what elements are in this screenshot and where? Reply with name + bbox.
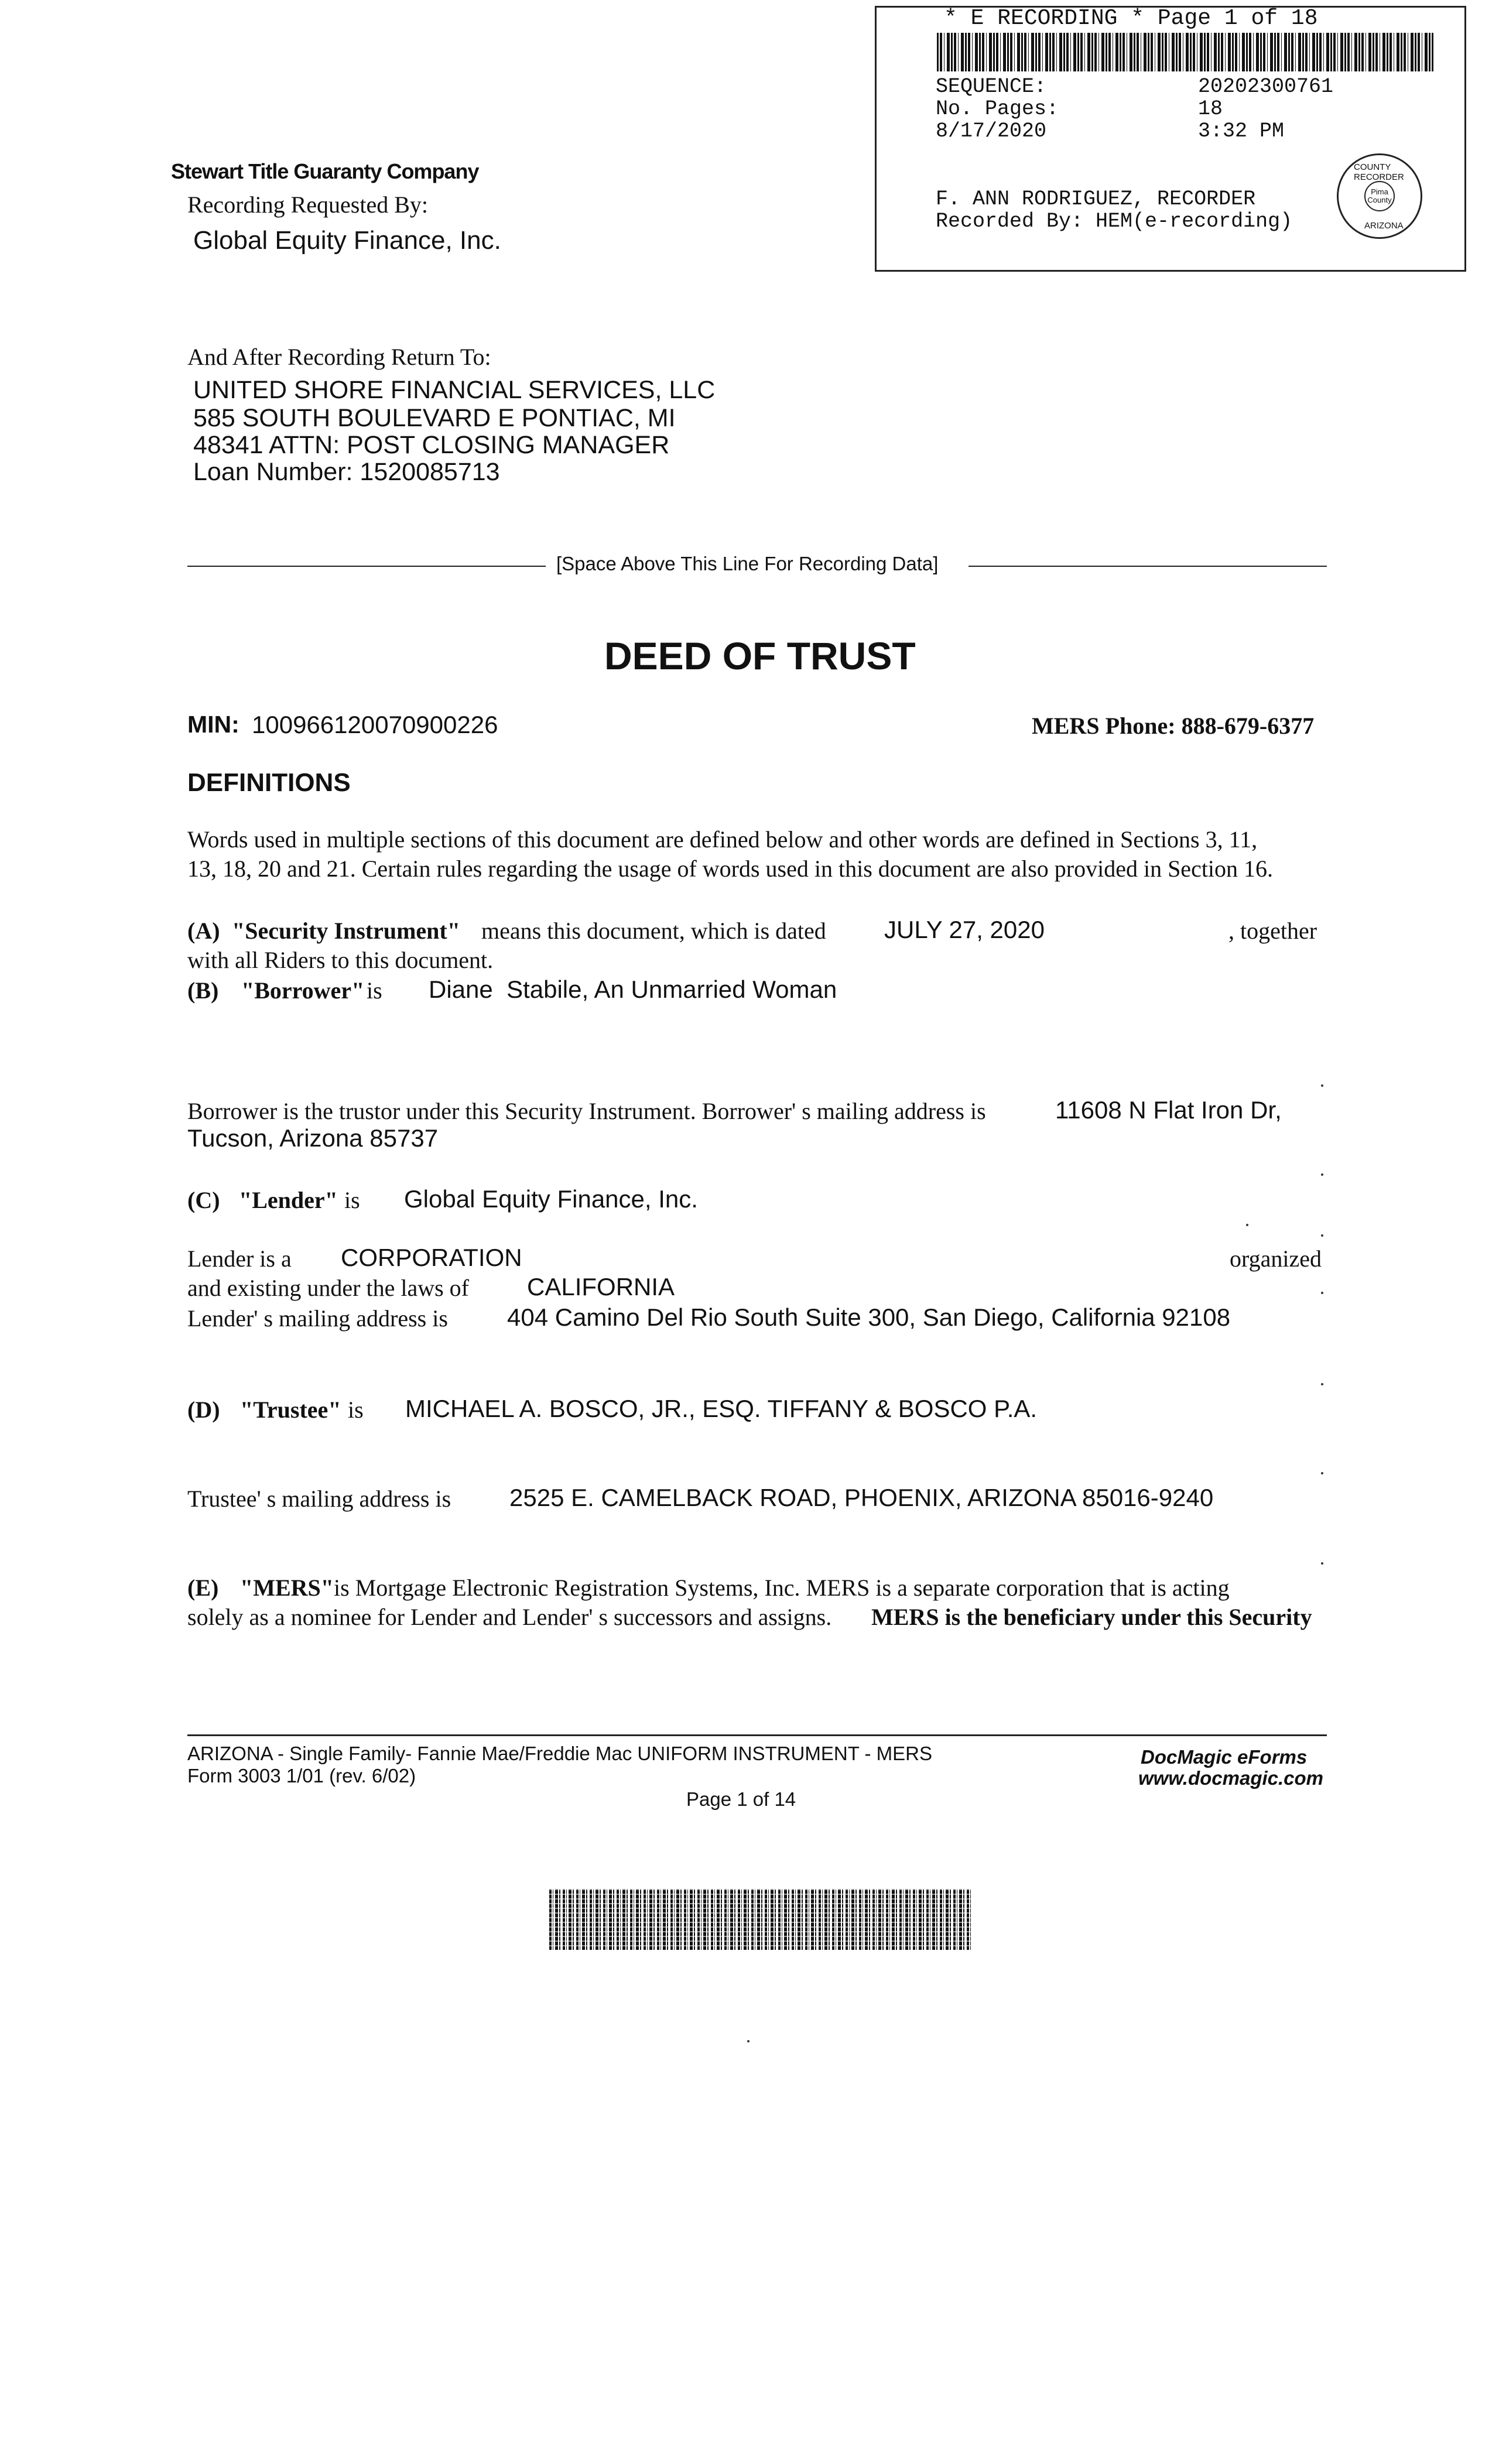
pages-label: No. Pages: <box>936 97 1059 121</box>
intro-line-2: 13, 18, 20 and 21. Certain rules regarding the usage of words used in this document are also provided in Section 16. <box>187 855 1274 882</box>
def-d-is: is <box>348 1397 364 1423</box>
return-to-label: And After Recording Return To: <box>187 344 491 370</box>
dot-mark <box>1321 1292 1323 1294</box>
title-company: Stewart Title Guaranty Company <box>171 159 479 183</box>
page-number: Page 1 of 14 <box>686 1788 796 1810</box>
footer-rule <box>187 1734 1327 1736</box>
dot-mark <box>1321 1383 1323 1385</box>
trustee-name: MICHAEL A. BOSCO, JR., ESQ. TIFFANY & BOSCO P.A. <box>405 1395 1038 1422</box>
def-a-line2: with all Riders to this document. <box>187 947 494 973</box>
lender-type: CORPORATION <box>341 1244 522 1271</box>
dot-mark <box>1321 1084 1323 1087</box>
recording-banner: * E RECORDING * Page 1 of 18 <box>944 6 1318 31</box>
lender-organized: organized <box>1230 1245 1322 1272</box>
requested-by-name: Global Equity Finance, Inc. <box>193 226 501 255</box>
footer-form-number: Form 3003 1/01 (rev. 6/02) <box>187 1765 416 1787</box>
mers-phone: MERS Phone: 888-679-6377 <box>1032 713 1315 739</box>
recording-time: 3:32 PM <box>1198 119 1285 143</box>
def-b-letter: (B) <box>187 977 219 1004</box>
dot-mark <box>1321 1234 1323 1237</box>
intro-line-1: Words used in multiple sections of this document are defined below and other words are defined in Sections 3, 11, <box>187 826 1258 853</box>
return-to-line-3: 48341 ATTN: POST CLOSING MANAGER <box>193 431 670 459</box>
def-a-date: JULY 27, 2020 <box>884 916 1045 943</box>
def-a-letter: (A) <box>187 918 220 944</box>
def-e-text-2b: MERS is the beneficiary under this Security <box>871 1604 1312 1630</box>
borrower-address-2: Tucson, Arizona 85737 <box>187 1124 439 1152</box>
recording-barcode <box>937 33 1433 71</box>
recording-divider-left <box>187 566 546 567</box>
county-seal-icon <box>1337 153 1422 239</box>
sequence-label: SEQUENCE: <box>936 75 1047 98</box>
recording-date: 8/17/2020 <box>936 119 1047 143</box>
def-b-term: "Borrower" <box>241 977 365 1004</box>
document-title: DEED OF TRUST <box>604 634 916 677</box>
def-e-text-2a: solely as a nominee for Lender and Lender' s successors and assigns. <box>187 1604 832 1630</box>
def-a-text: means this document, which is dated <box>481 918 826 944</box>
borrower-name: Diane Stabile, An Unmarried Woman <box>429 976 837 1003</box>
trustee-address: 2525 E. CAMELBACK ROAD, PHOENIX, ARIZONA 85016-9240 <box>509 1484 1214 1511</box>
dot-mark <box>1321 1472 1323 1474</box>
def-d-term: "Trustee" <box>240 1397 341 1423</box>
dot-mark <box>747 2040 750 2042</box>
def-a-tail: , together <box>1228 918 1317 944</box>
def-e-letter: (E) <box>187 1575 219 1601</box>
lender-name: Global Equity Finance, Inc. <box>404 1185 698 1213</box>
recording-divider-text: [Space Above This Line For Recording Data] <box>556 553 939 574</box>
lender-address: 404 Camino Del Rio South Suite 300, San Diego, California 92108 <box>507 1303 1231 1331</box>
def-c-term: "Lender" <box>239 1187 338 1213</box>
min-value: 100966120070900226 <box>252 711 498 738</box>
dot-mark <box>1321 1562 1323 1565</box>
def-b-desc: Borrower is the trustor under this Security Instrument. Borrower' s mailing address is <box>187 1098 986 1124</box>
borrower-address-1: 11608 N Flat Iron Dr, <box>1055 1096 1282 1124</box>
loan-number: Loan Number: 1520085713 <box>193 458 500 486</box>
recording-divider-right <box>968 566 1327 567</box>
recorded-by: Recorded By: HEM(e-recording) <box>936 210 1293 233</box>
sequence-value: 20202300761 <box>1198 75 1334 98</box>
footer-form-title: ARIZONA - Single Family- Fannie Mae/Freddie Mac UNIFORM INSTRUMENT - MERS <box>187 1743 932 1764</box>
lender-address-label: Lender' s mailing address is <box>187 1305 448 1332</box>
seal-center: Pima County <box>1364 181 1395 211</box>
requested-by-label: Recording Requested By: <box>187 191 429 218</box>
recorder-name: F. ANN RODRIGUEZ, RECORDER <box>936 187 1256 211</box>
return-to-line-2: 585 SOUTH BOULEVARD E PONTIAC, MI <box>193 404 676 432</box>
def-d-letter: (D) <box>187 1397 220 1423</box>
return-to-line-1: UNITED SHORE FINANCIAL SERVICES, LLC <box>193 376 716 404</box>
lender-laws-label: and existing under the laws of <box>187 1275 469 1301</box>
docmagic-url: www.docmagic.com <box>1138 1767 1324 1789</box>
document-barcode <box>549 1889 972 1950</box>
seal-bottom-text: ARIZONA <box>1364 221 1404 231</box>
lender-type-label: Lender is a <box>187 1245 292 1272</box>
lender-state: CALIFORNIA <box>527 1273 675 1301</box>
trustee-address-label: Trustee' s mailing address is <box>187 1486 451 1512</box>
def-e-term: "MERS" <box>240 1575 334 1601</box>
def-e-text-1: is Mortgage Electronic Registration Systems, Inc. MERS is a separate corporation that is acting <box>334 1575 1230 1601</box>
min-label: MIN: <box>187 711 239 738</box>
def-c-is: is <box>344 1187 360 1213</box>
definitions-heading: DEFINITIONS <box>187 768 351 797</box>
def-b-is: is <box>367 977 382 1004</box>
dot-mark <box>1321 1173 1323 1176</box>
docmagic-logo: DocMagic eForms <box>1141 1746 1308 1768</box>
seal-top-text: COUNTY RECORDER <box>1354 162 1404 182</box>
dot-mark <box>1246 1224 1248 1226</box>
def-a-term: "Security Instrument" <box>232 918 460 944</box>
def-c-letter: (C) <box>187 1187 220 1213</box>
pages-value: 18 <box>1198 97 1223 121</box>
